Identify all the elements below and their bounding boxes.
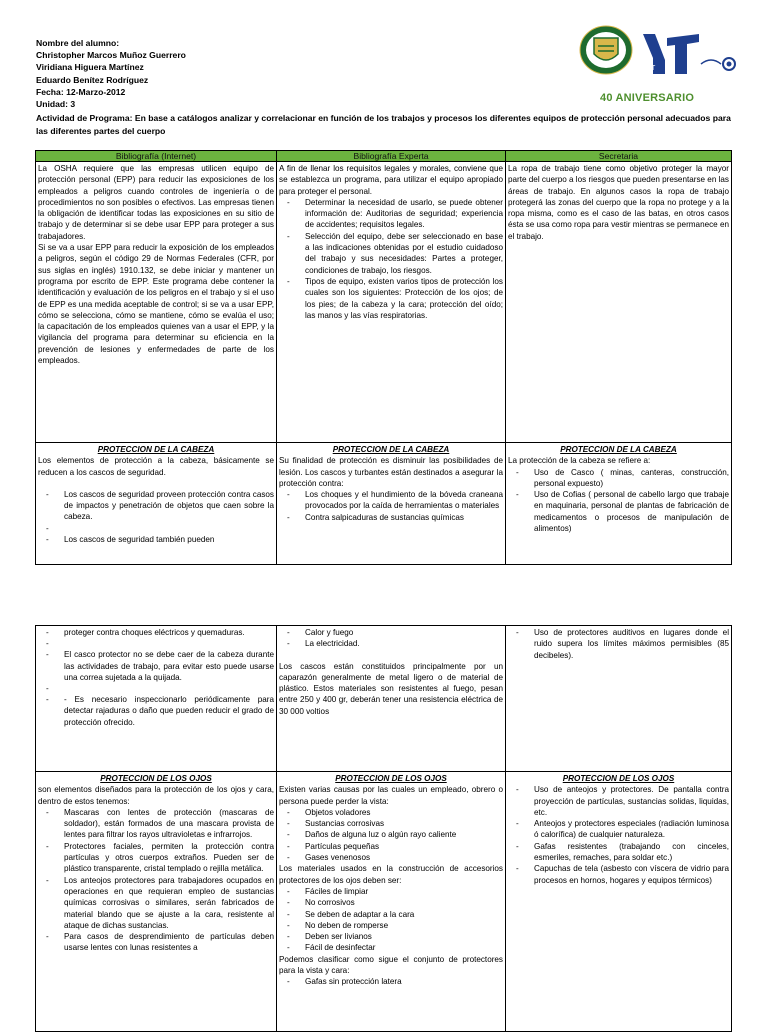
list-item: - Capuchas de tela (asbesto con víscera de vidrio para procesos en hornos, hogares y equipos térmicos) xyxy=(534,863,729,886)
comparison-table xyxy=(35,150,732,565)
list-item: - Sustancias corrosivas xyxy=(305,818,503,829)
head-protection-row-continued xyxy=(36,626,732,772)
spacer xyxy=(64,683,274,694)
list-item: - Los cascos de seguridad proveen protección contra casos de impactos y penetración de objetos que caen sobre la cabeza. xyxy=(64,489,274,523)
comparison-table-continued xyxy=(35,625,732,1032)
head-protection-row xyxy=(36,443,732,565)
list-item: - Gases venenosos xyxy=(305,852,503,863)
paragraph: Su finalidad de protección es disminuir las posibilidades de lesión. Los cascos y turbantes están destinados a asegurar la protección contra: xyxy=(279,456,503,488)
list-item: - Deben ser livianos xyxy=(305,931,503,942)
list-item: - Gafas sin protección latera xyxy=(305,976,503,987)
cell-internet-head-cont xyxy=(36,626,277,772)
list-item: - Determinar la necesidad de usarlo, se puede obtener información de: Auditorias de seguridad; experiencia de accidentes; requisitos legales. xyxy=(305,197,503,231)
unit: Unidad: 3 xyxy=(36,99,76,110)
list-item: - Daños de alguna luz o algún rayo caliente xyxy=(305,829,503,840)
date: Fecha: 12-Marzo-2012 xyxy=(36,86,126,97)
cell-internet-head xyxy=(36,443,277,565)
paragraph: La protección de la cabeza se refiere a: xyxy=(508,456,651,466)
cell-secretaria-head-cont xyxy=(506,626,732,772)
list-item: - Uso de Casco ( minas, canteras, construcción, personal expuesto) xyxy=(534,467,729,490)
list-item: - - Es necesario inspeccionarlo periódicamente para detectar rajaduras o daño que pueden reducir el grado de protección ofrecido. xyxy=(64,694,274,728)
list-item: - Los cascos de seguridad también pueden xyxy=(64,534,274,545)
list-item: - Uso de anteojos y protectores. De pantalla contra proyección de partículas, sustancias solidas, liquidas, etc. xyxy=(534,784,729,818)
activity-description: Actividad de Programa: En base a catálogos analizar y correlacionar en función de los trabajos y procesos los diferentes equipos de protección personal adecuados para las diferentes partes del cuerpo xyxy=(36,113,731,136)
list-item: - Se deben de adaptar a la cara xyxy=(305,909,503,920)
paragraph: Si se va a usar EPP para reducir la exposición de los empleados a peligros, según el código 29 de Normas Federales (CFR, por sus siglas en inglés) 1910.132, se debe iniciar y mantener un programa por escrito de EPP. Este programa debe contener la identificación y evaluación de los peligros en el trabajo y si el uso de EPP es una medida aceptable de control; si se va a usar EPP, cómo se selecciona, cómo se mantiene, cómo se evalúa el uso; la capacitación de los empleados quienes van a usar el EPP, y la vigilancia del programa para determinar su eficiencia en la prevención de lesiones y enfermedades de parte de los empleados. xyxy=(38,243,274,366)
list-item: - Los anteojos protectores para trabajadores ocupados en operaciones en que requieran empleo de sustancias químicas corrosivas o similares, serán fabricados de material blando que se ajuste a la cara, resistente al ataque de dichas sustancias. xyxy=(64,875,274,931)
bullet-list xyxy=(508,627,729,661)
cell-expert-eyes xyxy=(277,772,506,1032)
list-item: - No deben de romperse xyxy=(305,920,503,931)
student-name: Viridiana Higuera Martínez xyxy=(36,62,144,73)
spacer xyxy=(64,523,274,534)
list-item: - Calor y fuego xyxy=(305,627,503,638)
paragraph: A fin de llenar los requisitos legales y morales, conviene que se establezca un programa, para utilizar el equipo apropiado para proteger el personal. xyxy=(279,164,503,196)
section-title: PROTECCION DE LOS OJOS xyxy=(100,774,212,783)
anniversary-label: 40 ANIVERSARIO xyxy=(600,92,695,104)
paragraph: son elementos diseñados para la protección de los ojos y cara, dentro de estos tenemos: xyxy=(38,785,274,806)
bullet-list xyxy=(279,886,503,954)
section-title: PROTECCION DE LA CABEZA xyxy=(332,445,450,454)
bullet-list xyxy=(279,197,503,321)
list-item: - Selección del equipo, debe ser seleccionado en base a las indicaciones obtenidas por el estudio cuidadoso del trabajo y sus necesidades: Partes a proteger, condiciones de trabajo, los riesgos. xyxy=(305,231,503,276)
list-item: - Uso de Cofias ( personal de cabello largo que trabaje en maquinaria, personal de plantas de fabricación de medicamentos o procesos de manipulación de alimentos) xyxy=(534,489,729,534)
list-item: - Mascaras con lentes de protección (mascaras de soldador), están formados de una mascara provista de lentes para filtrar los rayos ultravioletas e infrarrojos. xyxy=(64,807,274,841)
paragraph: Los elementos de protección a la cabeza, básicamente se reducen a los cascos de seguridad. xyxy=(38,456,274,477)
student-name: Christopher Marcos Muñoz Guerrero xyxy=(36,50,186,61)
bullet-list xyxy=(279,489,503,523)
list-item: - Los choques y el hundimiento de la bóveda craneana provocados por la caída de herramientas o materiales xyxy=(305,489,503,512)
list-item: - Contra salpicaduras de sustancias químicas xyxy=(305,512,503,523)
section-title: PROTECCION DE LA CABEZA xyxy=(97,445,215,454)
spacer xyxy=(64,638,274,649)
cell-secretaria-intro xyxy=(506,162,732,443)
school-seal-logo xyxy=(578,24,634,76)
list-item: - No corrosivos xyxy=(305,897,503,908)
bullet-list xyxy=(508,784,729,886)
it-logo-text: IT xyxy=(649,65,656,72)
student-label: Nombre del alumno: xyxy=(36,38,120,48)
column-header-internet: Bibliografía (Internet) xyxy=(36,151,277,162)
list-item: - Uso de protectores auditivos en lugares donde el ruido supera los límites máximos permisibles (85 decibeles). xyxy=(534,627,729,661)
student-info xyxy=(36,37,556,110)
cell-expert-head xyxy=(277,443,506,565)
paragraph: Los materiales usados en la construcción de accesorios protectores de los ojos deben ser: xyxy=(279,864,503,885)
column-headers xyxy=(36,151,732,162)
bullet-list xyxy=(38,489,274,545)
list-item: - Fácil de desinfectar xyxy=(305,942,503,953)
list-item: - La electricidad. xyxy=(305,638,503,649)
paragraph: La ropa de trabajo tiene como objetivo proteger la mayor parte del cuerpo a los riesgos que pueden presentarse en las áreas de trabajo. En algunos casos la ropa de trabajo protegerá las zonas del cuerpo que la ropa no protege y a la ropa misma, como es el caso de las batas, en otros casos ésta se usa como ropa para vestir mientras se permanece en el trabajo. xyxy=(508,164,729,241)
list-item: - Partículas pequeñas xyxy=(305,841,503,852)
bullet-list xyxy=(38,807,274,954)
bullet-list xyxy=(279,627,503,650)
paragraph: Existen varias causas por las cuales un empleado, obrero o persona puede perder la vista: xyxy=(279,785,503,806)
list-item: - Fáciles de limpiar xyxy=(305,886,503,897)
cell-internet-eyes xyxy=(36,772,277,1032)
list-item: - Gafas resistentes (trabajando con cinceles, esmeriles, remaches, para soldar etc.) xyxy=(534,841,729,864)
section-title: PROTECCION DE LA CABEZA xyxy=(560,445,677,454)
paragraph: Los cascos están constituidos principalmente por un caparazón generalmente de metal ligero o de material de plástico. Estos materiales son resistentes al fuego, pesan entre 250 y 400 gr, deberán tener una resistencia eléctrica de 30 000 voltios xyxy=(279,661,503,716)
list-item: - Protectores faciales, permiten la protección contra partículas y otros cuerpos extraños. Pueden ser de plástico transparente, cristal templado o rejilla metálica. xyxy=(64,841,274,875)
cell-expert-intro xyxy=(277,162,506,443)
column-header-expert: Bibliografía Experta xyxy=(277,151,506,162)
paragraph: Podemos clasificar como sigue el conjunto de protectores para la vista y cara: xyxy=(279,954,503,976)
paragraph: La OSHA requiere que las empresas utilicen equipo de protección personal (EPP) para reducir las exposiciones de los empleados a peligros cuando controles de ingeniería o de procedimientos no son posibles o efectivos. Las empresas tienen la obligación de identificar todas las exposiciones en su sitio de trabajo y de determinar si se debe usar EPP para proteger a sus trabajadores. xyxy=(38,164,274,241)
list-item: - Objetos voladores xyxy=(305,807,503,818)
cell-secretaria-head xyxy=(506,443,732,565)
document-page-2 xyxy=(0,625,768,1024)
bullet-list xyxy=(279,807,503,863)
list-item: - Tipos de equipo, existen varios tipos de protección los cuales son los siguientes: Protección de los ojos; de los pies; de la cabeza y la cara; protección del oído; las manos y las vías respiratorias. xyxy=(305,276,503,321)
student-name: Eduardo Benítez Rodríguez xyxy=(36,74,149,85)
cell-internet-intro xyxy=(36,162,277,443)
intro-row xyxy=(36,162,732,443)
list-item: - Anteojos y protectores especiales (radiación luminosa ó calorífica) de cualquier naturaleza. xyxy=(534,818,729,841)
column-header-secretaria: Secretaria xyxy=(506,151,732,162)
it-logo xyxy=(641,30,737,76)
list-item: - El casco protector no se debe caer de la cabeza durante las actividades de trabajo, para evitar esto puede usarse una correa sujetada a la quijada. xyxy=(64,649,274,683)
cell-expert-head-cont xyxy=(277,626,506,772)
bullet-list xyxy=(508,467,729,535)
bullet-list xyxy=(38,627,274,728)
list-item-continued: - proteger contra choques eléctricos y quemaduras. xyxy=(64,627,274,638)
section-title: PROTECCION DE LOS OJOS xyxy=(562,774,675,783)
section-title: PROTECCION DE LOS OJOS xyxy=(335,774,447,783)
list-item: - Para casos de desprendimiento de partículas deben usarse lentes con lunas resistentes a xyxy=(64,931,274,954)
eye-protection-row xyxy=(36,772,732,1032)
cell-secretaria-eyes xyxy=(506,772,732,1032)
bullet-list xyxy=(279,976,503,987)
